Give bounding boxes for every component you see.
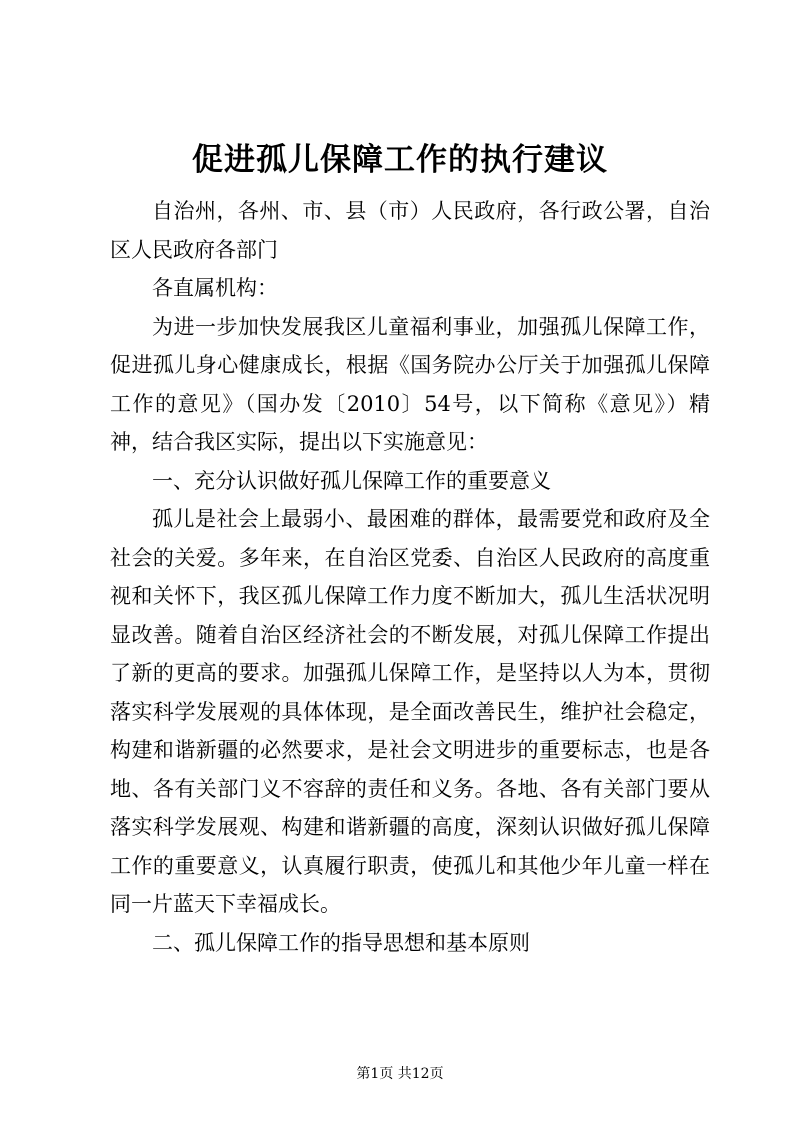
document-body	[110, 192, 710, 962]
section-heading-2: 二、孤儿保障工作的指导思想和基本原则	[152, 930, 530, 955]
page-footer: 第1页 共12页	[356, 1066, 444, 1082]
section-heading-1: 一、充分认识做好孤儿保障工作的重要意义	[152, 468, 551, 493]
document-title: 促进孤儿保障工作的执行建议	[192, 142, 608, 178]
paragraph-addressees-cont: 各直属机构：	[152, 276, 278, 300]
paragraph-addressees: 自治州，各州、市、县（市）人民政府，各行政公署，自治区人民政府各部门	[110, 199, 710, 262]
paragraph-significance: 孤儿是社会上最弱小、最困难的群体，最需要党和政府及全社会的关爱。多年来，在自治区党委、自治区人民政府的高度重视和关怀下，我区孤儿保障工作力度不断加大，孤儿生活状况明显改善。随着自治区经济社会的不断发展，对孤儿保障工作提出了新的更高的要求。加强孤儿保障工作，是坚持以人为本，贯彻落实科学发展观的具体体现，是全面改善民生，维护社会稳定，构建和谐新疆的必然要求，是社会文明进步的重要标志，也是各地、各有关部门义不容辞的责任和义务。各地、各有关部门要从落实科学发展观、构建和谐新疆的高度，深刻认识做好孤儿保障工作的重要意义，认真履行职责，使孤儿和其他少年儿童一样在同一片蓝天下幸福成长。	[110, 507, 710, 916]
paragraph-intro: 为进一步加快发展我区儿童福利事业，加强孤儿保障工作，促进孤儿身心健康成长，根据《国务院办公厅关于加强孤儿保障工作的意见》（国办发〔2010〕54号，以下简称《意见》）精神，结合我区实际，提出以下实施意见：	[110, 314, 710, 454]
